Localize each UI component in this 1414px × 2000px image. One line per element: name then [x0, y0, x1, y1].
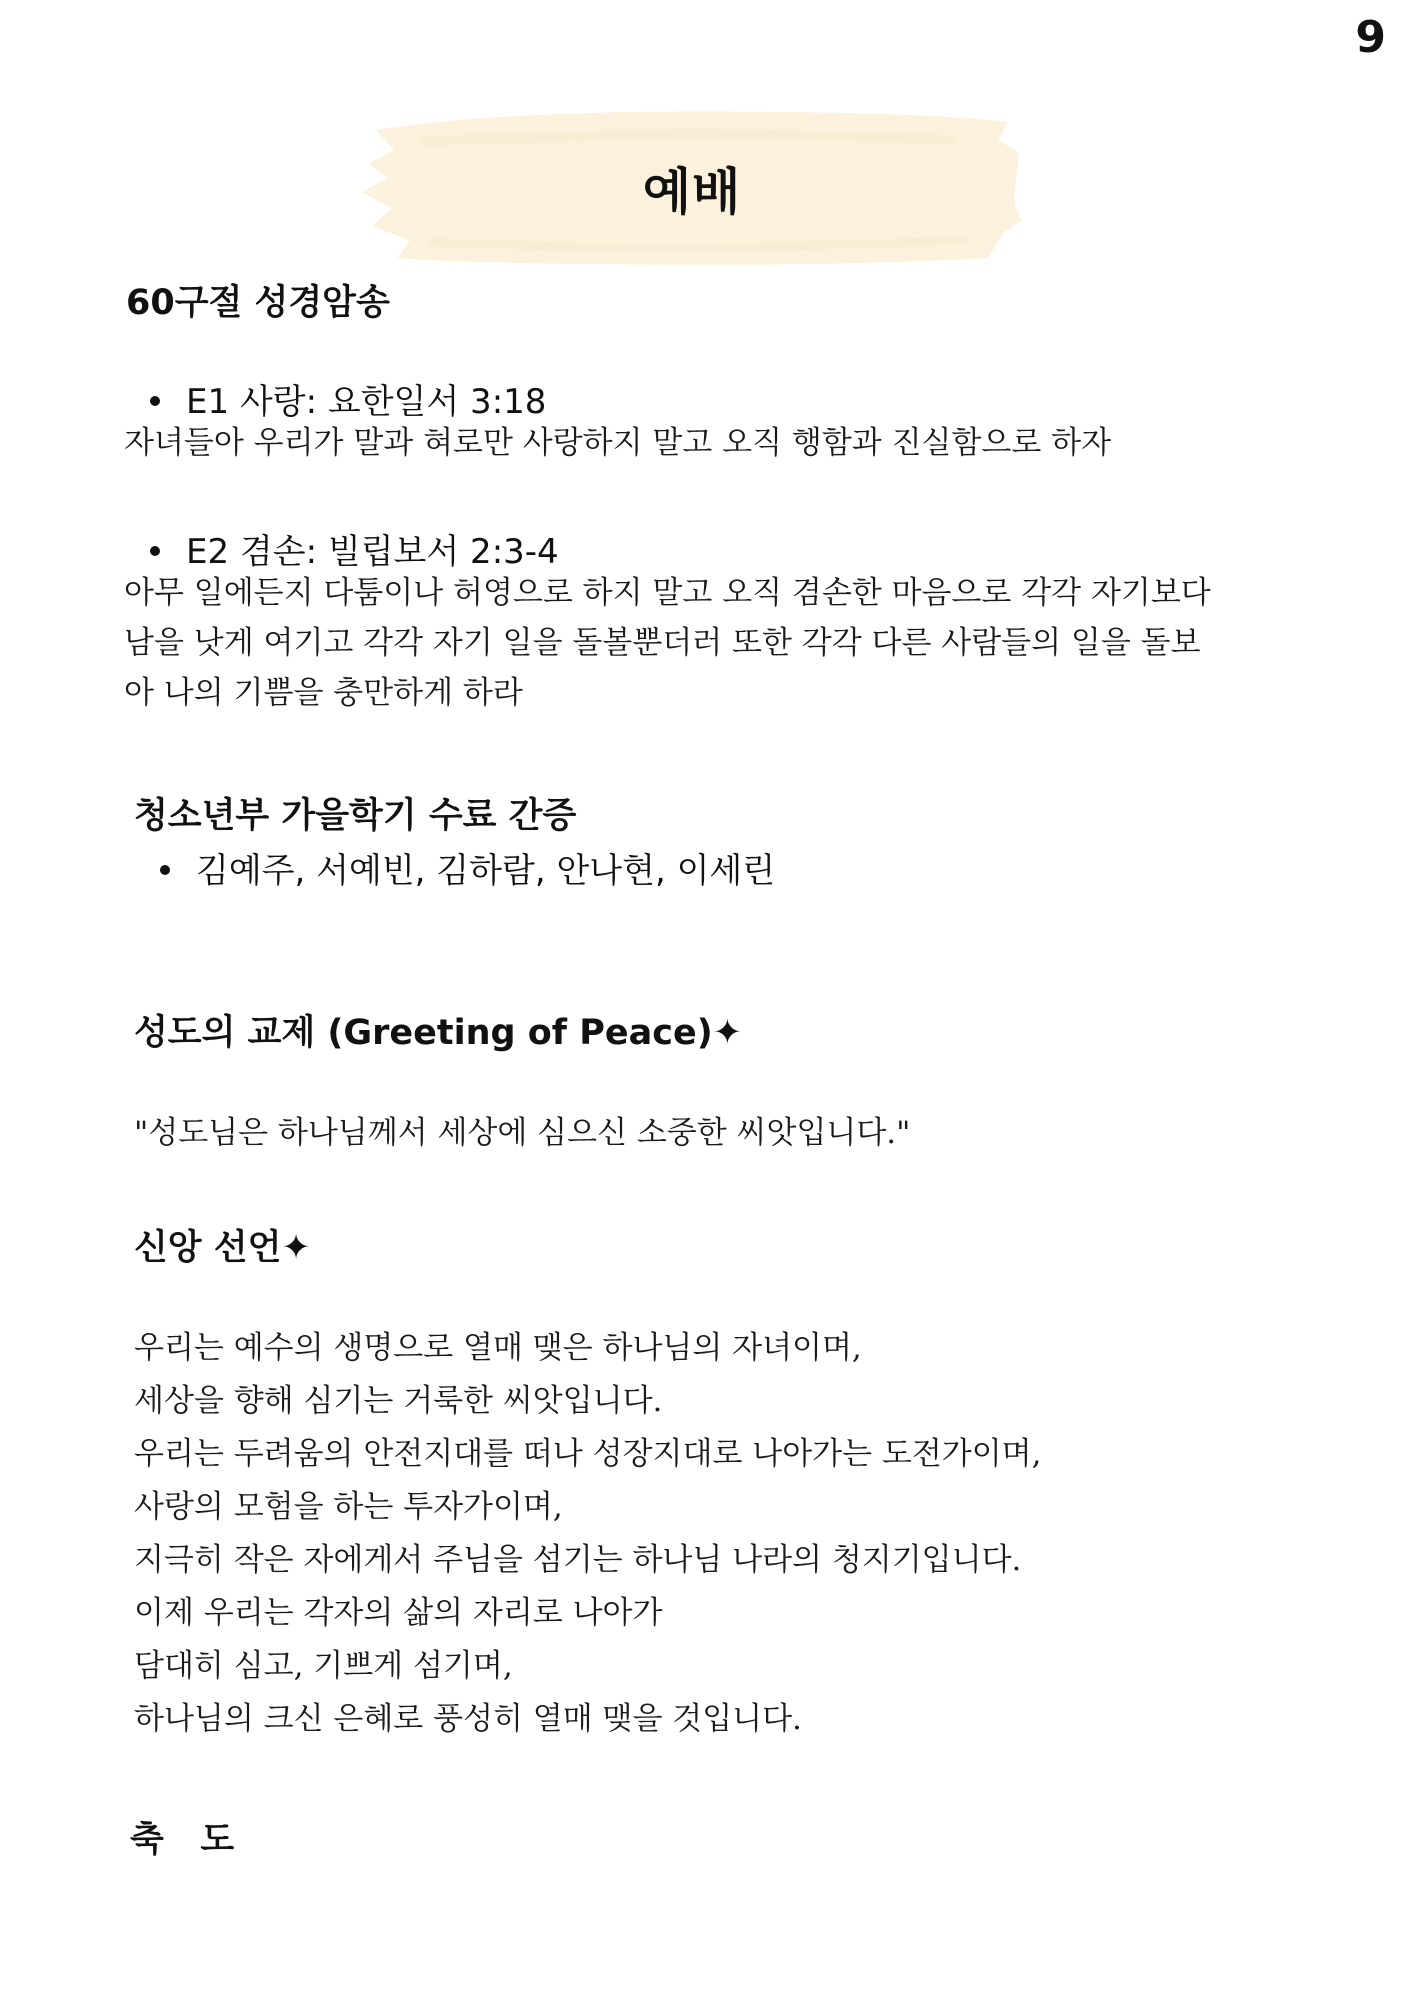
- verse-label: E2 겸손: 빌립보서 2:3-4: [186, 532, 559, 572]
- verse-text-line: 남을 낫게 여기고 각각 자기 일을 돌볼뿐더러 또한 각각 다른 사람들의 일을 돌보: [124, 625, 1201, 661]
- verse-label: E1 사랑: 요한일서 3:18: [186, 382, 547, 422]
- creed-line: 하나님의 크신 은혜로 풍성히 열매 맺을 것입니다.: [134, 1701, 802, 1737]
- creed-line: 세상을 향해 심기는 거룩한 씨앗입니다.: [134, 1383, 663, 1419]
- list-item: [160, 843, 775, 892]
- creed-heading: 신앙 선언✦: [134, 1228, 311, 1268]
- bullet-icon: [150, 396, 160, 406]
- creed-line: 이제 우리는 각자의 삶의 자리로 나아가: [134, 1595, 663, 1631]
- creed-line: 우리는 두려움의 안전지대를 떠나 성장지대로 나아가는 도전가이며,: [134, 1436, 1042, 1472]
- verse-text-line: 아 나의 기쁨을 충만하게 하라: [124, 675, 523, 711]
- greeting-quote: "성도님은 하나님께서 세상에 심으신 소중한 씨앗입니다.": [134, 1115, 911, 1151]
- creed-line: 우리는 예수의 생명으로 열매 맺은 하나님의 자녀이며,: [134, 1330, 862, 1366]
- memory-verse-heading: 60구절 성경암송: [126, 283, 390, 323]
- title-banner: [358, 108, 1026, 268]
- creed-line: 사랑의 모험을 하는 투자가이며,: [134, 1489, 563, 1525]
- verse-text-line: 아무 일에든지 다툼이나 허영으로 하지 말고 오직 겸손한 마음으로 각각 자기보다: [124, 575, 1211, 611]
- list-item: [150, 374, 546, 423]
- list-item: [150, 524, 559, 573]
- benediction-heading: 축 도: [130, 1820, 235, 1860]
- bullet-icon: [160, 865, 170, 875]
- bullet-icon: [150, 546, 160, 556]
- testimony-heading: 청소년부 가을학기 수료 간증: [134, 796, 577, 836]
- verse-text: [124, 568, 1211, 718]
- creed-text: [134, 1322, 1041, 1746]
- verse-text: [124, 418, 1111, 468]
- page-number: 9: [1355, 12, 1386, 63]
- verse-text-line: 자녀들아 우리가 말과 혀로만 사랑하지 말고 오직 행함과 진실함으로 하자: [124, 425, 1112, 461]
- greeting-heading: 성도의 교제 (Greeting of Peace)✦: [134, 1013, 743, 1053]
- creed-line: 지극히 작은 자에게서 주님을 섬기는 하나님 나라의 청지기입니다.: [134, 1542, 1022, 1578]
- testimony-names: 김예주, 서예빈, 김하람, 안나현, 이세린: [196, 851, 776, 891]
- creed-line: 담대히 심고, 기쁘게 섬기며,: [134, 1648, 513, 1684]
- page-title: 예배: [642, 163, 742, 221]
